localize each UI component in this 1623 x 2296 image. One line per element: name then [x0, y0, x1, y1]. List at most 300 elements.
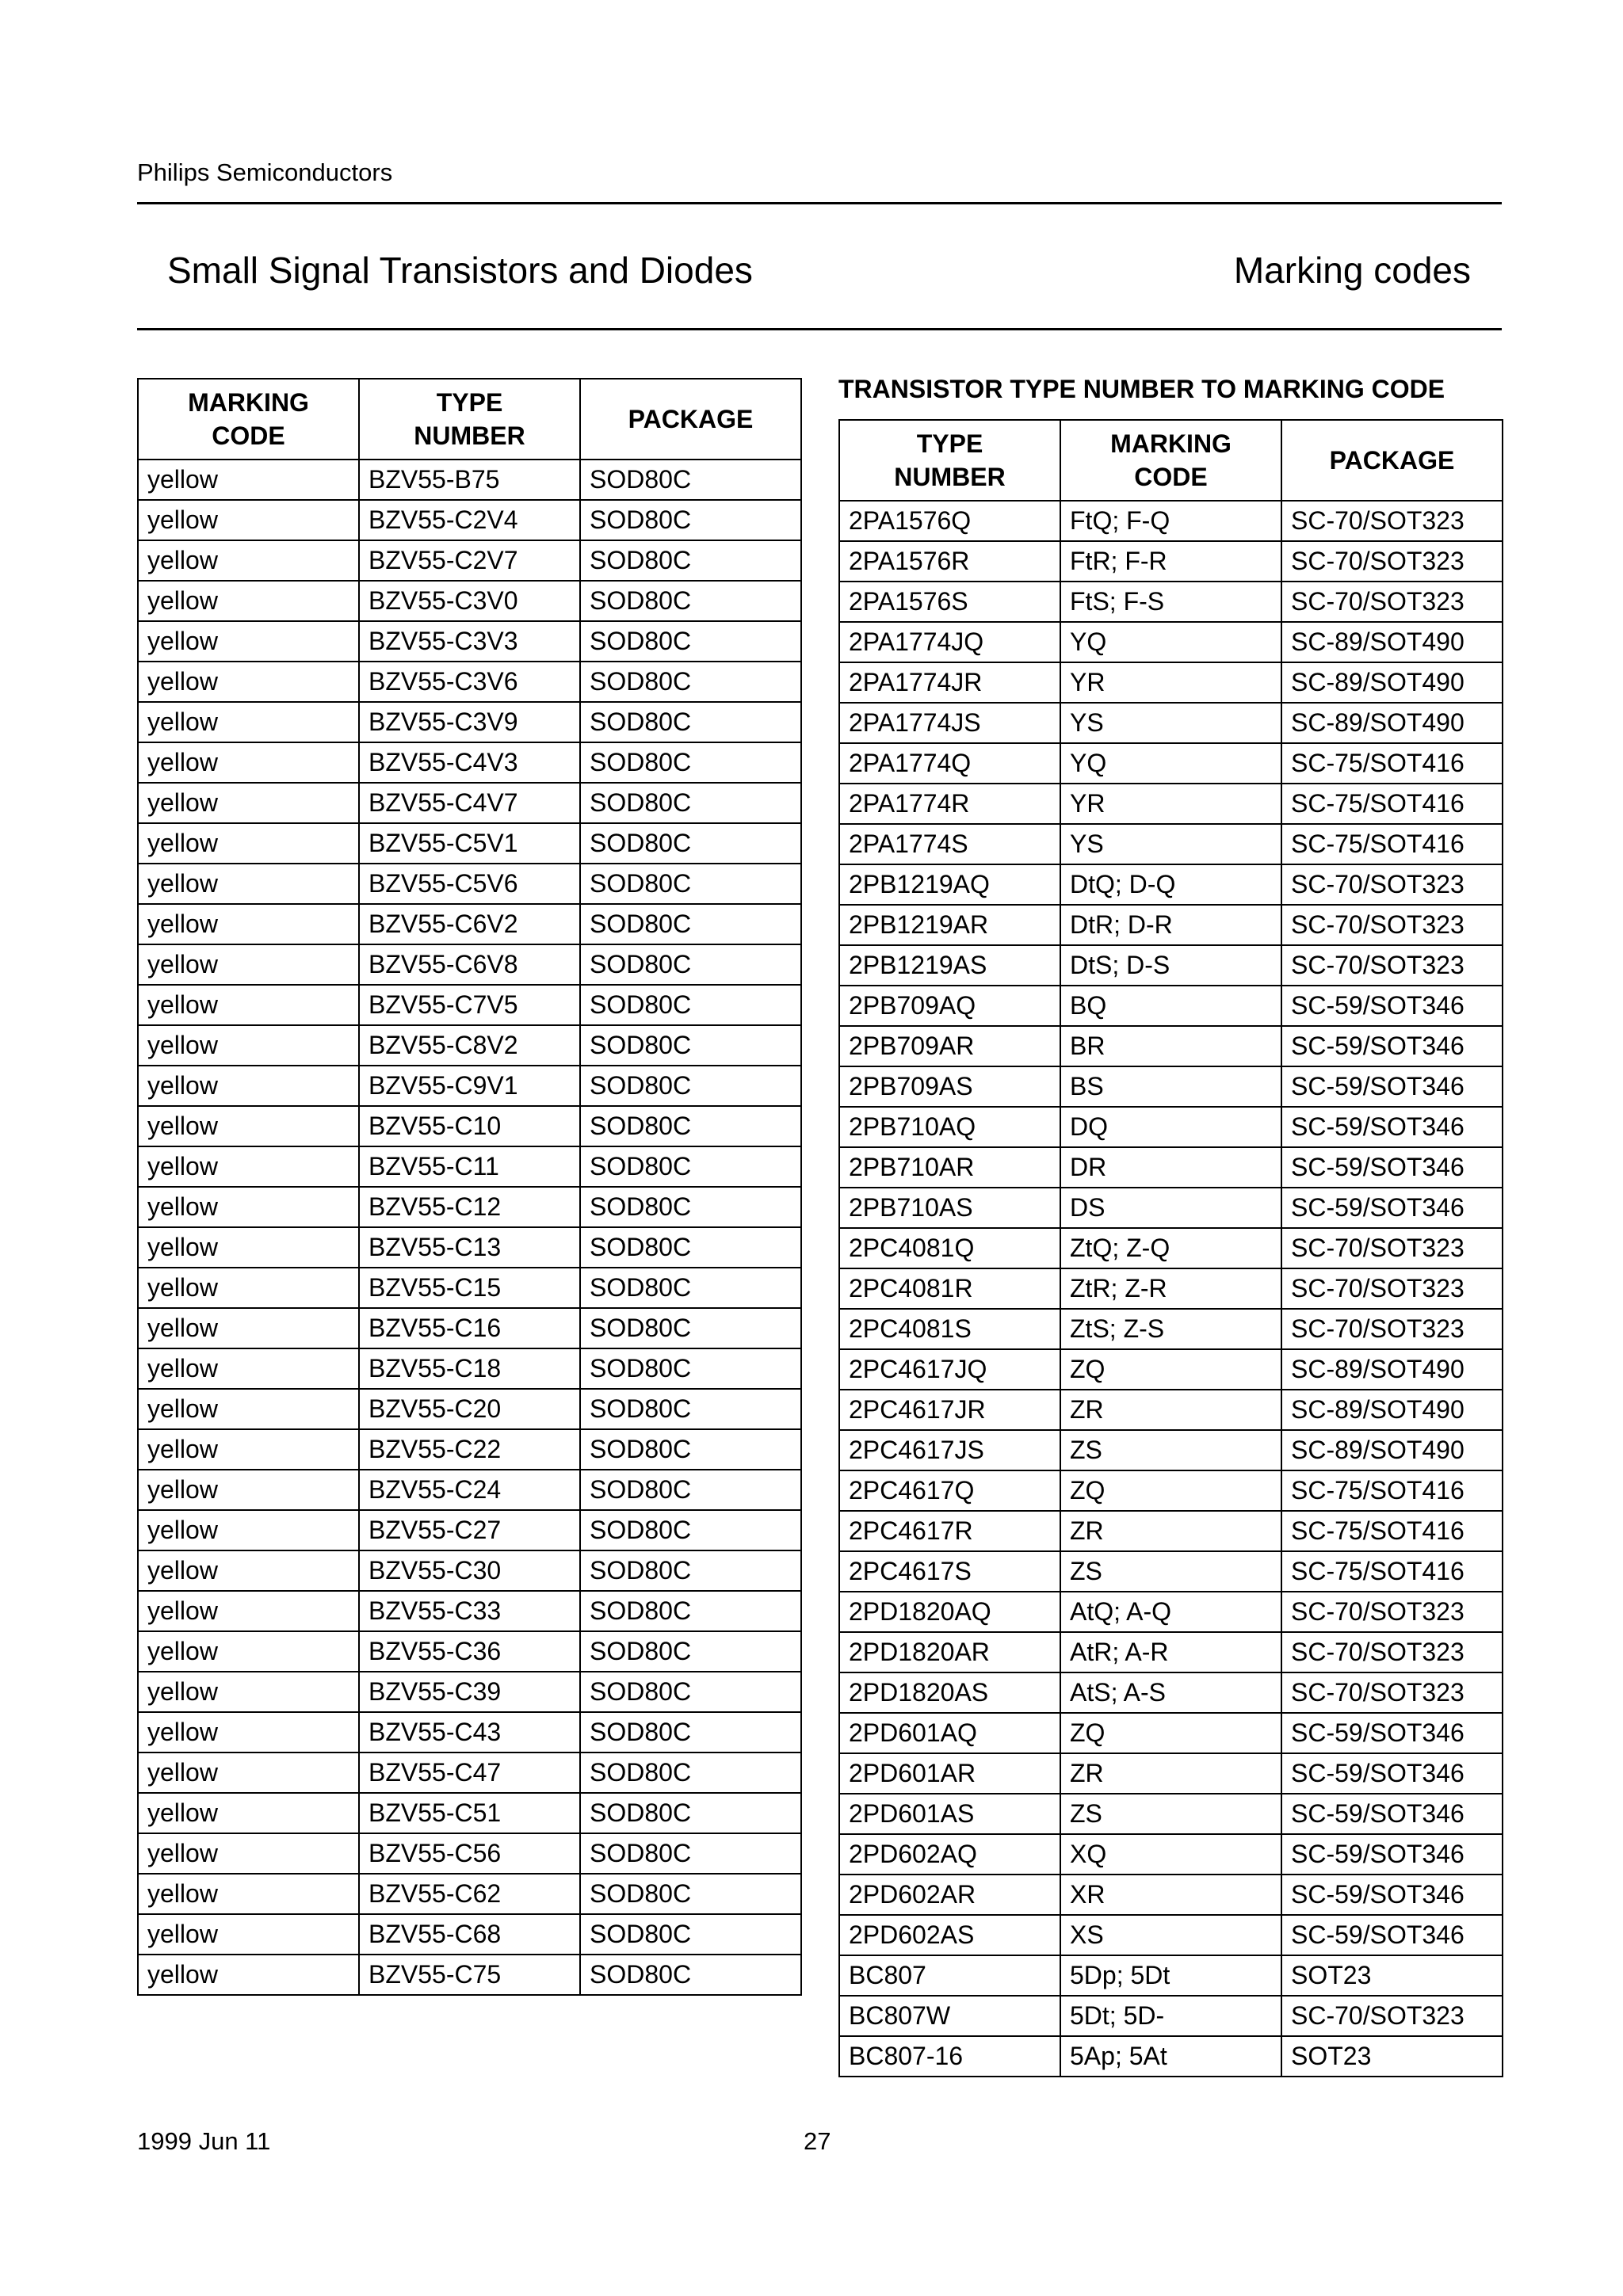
table-cell: yellow: [138, 904, 359, 944]
table-cell: SC-70/SOT323: [1281, 1309, 1503, 1349]
table-row: [839, 1672, 1503, 1713]
table-cell: ZS: [1060, 1551, 1281, 1592]
table-cell: SC-59/SOT346: [1281, 1107, 1503, 1147]
table-row: [839, 1632, 1503, 1672]
table-cell: BZV55-C9V1: [359, 1066, 580, 1106]
table-row: [138, 621, 801, 662]
table-row: [138, 1914, 801, 1955]
table-cell: BZV55-C3V6: [359, 662, 580, 702]
table-cell: BZV55-C6V8: [359, 944, 580, 985]
table-cell: SC-59/SOT346: [1281, 1026, 1503, 1066]
table-row: [839, 541, 1503, 582]
table-cell: SC-59/SOT346: [1281, 1713, 1503, 1753]
table-row: [138, 1268, 801, 1308]
company-name: Philips Semiconductors: [137, 158, 393, 186]
table-cell: SOD80C: [580, 1268, 801, 1308]
table-row: [839, 1309, 1503, 1349]
table-row: [138, 1874, 801, 1914]
table-cell: 2PA1576Q: [839, 501, 1060, 541]
table-row: [839, 1875, 1503, 1915]
table-row: [138, 1389, 801, 1429]
table-cell: 2PB710AR: [839, 1147, 1060, 1188]
table-cell: 2PC4617S: [839, 1551, 1060, 1592]
table-cell: yellow: [138, 702, 359, 742]
table-cell: SOD80C: [580, 1470, 801, 1510]
table-cell: BZV55-C8V2: [359, 1025, 580, 1066]
table-cell: SOD80C: [580, 1712, 801, 1753]
table-row: [839, 1592, 1503, 1632]
table-cell: 2PA1774JQ: [839, 622, 1060, 662]
table-cell: yellow: [138, 581, 359, 621]
table-cell: ZQ: [1060, 1713, 1281, 1753]
table-cell: 2PB709AQ: [839, 986, 1060, 1026]
table-cell: SC-89/SOT490: [1281, 1390, 1503, 1430]
table-row: [138, 702, 801, 742]
table-cell: yellow: [138, 1348, 359, 1389]
table-cell: BZV55-C51: [359, 1793, 580, 1833]
table-cell: AtS; A-S: [1060, 1672, 1281, 1713]
table-cell: BZV55-C12: [359, 1187, 580, 1227]
table-cell: 2PB1219AS: [839, 945, 1060, 986]
table-row: [138, 500, 801, 540]
table-cell: yellow: [138, 1106, 359, 1146]
table-cell: SC-59/SOT346: [1281, 1794, 1503, 1834]
table-cell: ZQ: [1060, 1470, 1281, 1511]
table-cell: BZV55-C10: [359, 1106, 580, 1146]
table-cell: SOD80C: [580, 1146, 801, 1187]
table-cell: BZV55-C27: [359, 1510, 580, 1550]
table-cell: SOD80C: [580, 944, 801, 985]
table-row: [839, 905, 1503, 945]
table-row: [839, 986, 1503, 1026]
table-cell: BZV55-C5V1: [359, 823, 580, 864]
table-cell: BZV55-C11: [359, 1146, 580, 1187]
table-row: [839, 1188, 1503, 1228]
table-cell: 2PB709AR: [839, 1026, 1060, 1066]
table-cell: BZV55-C30: [359, 1550, 580, 1591]
table-cell: BZV55-C2V7: [359, 540, 580, 581]
table-cell: yellow: [138, 1914, 359, 1955]
table-cell: DtQ; D-Q: [1060, 864, 1281, 905]
table-row: [138, 1348, 801, 1389]
table-cell: SC-70/SOT323: [1281, 1268, 1503, 1309]
table-row: [138, 1106, 801, 1146]
table-cell: 2PB709AS: [839, 1066, 1060, 1107]
table-row: [138, 1712, 801, 1753]
table-cell: SC-70/SOT323: [1281, 1672, 1503, 1713]
table-row: [839, 1794, 1503, 1834]
table-cell: yellow: [138, 1429, 359, 1470]
table-cell: 2PD602AQ: [839, 1834, 1060, 1875]
table-cell: SC-70/SOT323: [1281, 864, 1503, 905]
table-row: [839, 1147, 1503, 1188]
table-cell: 2PC4081R: [839, 1268, 1060, 1309]
table-cell: yellow: [138, 823, 359, 864]
table-cell: 2PC4617R: [839, 1511, 1060, 1551]
table-cell: 2PD1820AQ: [839, 1592, 1060, 1632]
table-cell: BZV55-C4V3: [359, 742, 580, 783]
table-cell: yellow: [138, 1672, 359, 1712]
table-cell: SOD80C: [580, 1510, 801, 1550]
table-row: [839, 1470, 1503, 1511]
table-row: [839, 824, 1503, 864]
table-cell: SC-75/SOT416: [1281, 784, 1503, 824]
table-cell: XQ: [1060, 1834, 1281, 1875]
transistor-marking-table: [838, 419, 1503, 2077]
table-cell: ZS: [1060, 1794, 1281, 1834]
table-cell: yellow: [138, 1631, 359, 1672]
table-row: [138, 1672, 801, 1712]
table-cell: SOD80C: [580, 742, 801, 783]
table-cell: SOD80C: [580, 1833, 801, 1874]
table-cell: YS: [1060, 703, 1281, 743]
table-cell: yellow: [138, 1227, 359, 1268]
table-cell: SOD80C: [580, 783, 801, 823]
table-cell: 2PC4081S: [839, 1309, 1060, 1349]
table-cell: 2PC4617JS: [839, 1430, 1060, 1470]
table-row: [138, 662, 801, 702]
table-cell: 2PD602AS: [839, 1915, 1060, 1955]
table-cell: SOD80C: [580, 1914, 801, 1955]
table-cell: BZV55-C18: [359, 1348, 580, 1389]
table-cell: SOD80C: [580, 1429, 801, 1470]
table-cell: BZV55-C56: [359, 1833, 580, 1874]
table-cell: SC-70/SOT323: [1281, 1996, 1503, 2036]
table-cell: BZV55-C3V9: [359, 702, 580, 742]
table-cell: BZV55-C5V6: [359, 864, 580, 904]
table-cell: BZV55-C4V7: [359, 783, 580, 823]
table-cell: BZV55-C24: [359, 1470, 580, 1510]
table-cell: SOD80C: [580, 540, 801, 581]
table-cell: SC-89/SOT490: [1281, 703, 1503, 743]
table-row: [138, 1025, 801, 1066]
table-cell: 2PC4617JQ: [839, 1349, 1060, 1390]
table-cell: BZV55-C15: [359, 1268, 580, 1308]
table-cell: SOD80C: [580, 702, 801, 742]
table-row: [138, 823, 801, 864]
table-cell: BZV55-C36: [359, 1631, 580, 1672]
table-cell: SC-59/SOT346: [1281, 1147, 1503, 1188]
table-cell: SOD80C: [580, 1550, 801, 1591]
table-cell: SC-70/SOT323: [1281, 1632, 1503, 1672]
table-row: [839, 1066, 1503, 1107]
table-cell: 2PB1219AR: [839, 905, 1060, 945]
table-cell: ZQ: [1060, 1349, 1281, 1390]
table-cell: 5Dp; 5Dt: [1060, 1955, 1281, 1996]
table-row: [138, 783, 801, 823]
table-row: [138, 1955, 801, 1995]
table-cell: yellow: [138, 1591, 359, 1631]
transistor-table-heading: TRANSISTOR TYPE NUMBER TO MARKING CODE: [838, 375, 1445, 403]
table-row: [839, 1753, 1503, 1794]
table-cell: yellow: [138, 1187, 359, 1227]
table-cell: yellow: [138, 1874, 359, 1914]
table-row: [138, 1753, 801, 1793]
table-cell: SC-70/SOT323: [1281, 905, 1503, 945]
table-row: [839, 1430, 1503, 1470]
table-row: [138, 1470, 801, 1510]
table-cell: 2PD601AS: [839, 1794, 1060, 1834]
table-cell: DtR; D-R: [1060, 905, 1281, 945]
table-cell: SC-89/SOT490: [1281, 1430, 1503, 1470]
table-cell: SOD80C: [580, 1753, 801, 1793]
table-cell: ZR: [1060, 1390, 1281, 1430]
footer-date: 1999 Jun 11: [137, 2127, 271, 2155]
table-cell: SOD80C: [580, 1308, 801, 1348]
table-row: [138, 1591, 801, 1631]
table-row: [839, 1390, 1503, 1430]
table-cell: SC-70/SOT323: [1281, 541, 1503, 582]
table-cell: BZV55-C3V0: [359, 581, 580, 621]
table-cell: SOD80C: [580, 1631, 801, 1672]
section-title: Marking codes: [1233, 250, 1471, 291]
table-cell: SC-75/SOT416: [1281, 1551, 1503, 1592]
document-title: Small Signal Transistors and Diodes: [167, 250, 753, 291]
table-cell: yellow: [138, 1268, 359, 1308]
table-cell: yellow: [138, 1066, 359, 1106]
table-row: [839, 1026, 1503, 1066]
table-cell: BZV55-C75: [359, 1955, 580, 1995]
table-cell: yellow: [138, 1510, 359, 1550]
table-cell: BZV55-C22: [359, 1429, 580, 1470]
table-cell: BZV55-C39: [359, 1672, 580, 1712]
table-cell: BZV55-C62: [359, 1874, 580, 1914]
table-cell: 2PD1820AR: [839, 1632, 1060, 1672]
table-cell: yellow: [138, 1955, 359, 1995]
table-cell: 5Ap; 5At: [1060, 2036, 1281, 2077]
column-header: PACKAGE: [1281, 420, 1503, 501]
table-cell: 2PC4081Q: [839, 1228, 1060, 1268]
header-rule-top: [137, 202, 1502, 204]
table-cell: SOD80C: [580, 1348, 801, 1389]
table-cell: yellow: [138, 1308, 359, 1348]
table-row: [839, 501, 1503, 541]
table-cell: SC-59/SOT346: [1281, 1834, 1503, 1875]
table-cell: SOD80C: [580, 985, 801, 1025]
table-cell: BZV55-C47: [359, 1753, 580, 1793]
table-cell: 2PD601AQ: [839, 1713, 1060, 1753]
table-cell: BC807W: [839, 1996, 1060, 2036]
table-row: [138, 1066, 801, 1106]
table-row: [138, 1510, 801, 1550]
table-cell: SOD80C: [580, 1106, 801, 1146]
table-cell: yellow: [138, 1712, 359, 1753]
table-cell: SC-70/SOT323: [1281, 1592, 1503, 1632]
table-row: [138, 742, 801, 783]
table-row: [839, 703, 1503, 743]
table-cell: 2PC4617Q: [839, 1470, 1060, 1511]
table-cell: yellow: [138, 662, 359, 702]
column-header: TYPE NUMBER: [839, 420, 1060, 501]
table-cell: XS: [1060, 1915, 1281, 1955]
table-cell: BZV55-C3V3: [359, 621, 580, 662]
table-cell: ZS: [1060, 1430, 1281, 1470]
table-cell: 2PB710AQ: [839, 1107, 1060, 1147]
table-cell: DtS; D-S: [1060, 945, 1281, 986]
table-cell: YQ: [1060, 622, 1281, 662]
table-cell: 2PB710AS: [839, 1188, 1060, 1228]
table-cell: SC-59/SOT346: [1281, 1915, 1503, 1955]
table-cell: DQ: [1060, 1107, 1281, 1147]
table-cell: yellow: [138, 1753, 359, 1793]
table-cell: BZV55-C43: [359, 1712, 580, 1753]
table-row: [138, 581, 801, 621]
table-cell: 2PD601AR: [839, 1753, 1060, 1794]
table-cell: DS: [1060, 1188, 1281, 1228]
table-row: [138, 904, 801, 944]
table-cell: AtR; A-R: [1060, 1632, 1281, 1672]
table-cell: BZV55-C16: [359, 1308, 580, 1348]
table-cell: yellow: [138, 1793, 359, 1833]
table-row: [839, 1996, 1503, 2036]
table-cell: yellow: [138, 1146, 359, 1187]
table-cell: BZV55-C68: [359, 1914, 580, 1955]
table-cell: BZV55-C6V2: [359, 904, 580, 944]
table-cell: SC-75/SOT416: [1281, 824, 1503, 864]
table-row: [839, 622, 1503, 662]
table-row: [839, 1107, 1503, 1147]
table-cell: BZV55-C20: [359, 1389, 580, 1429]
table-cell: SC-89/SOT490: [1281, 662, 1503, 703]
table-cell: SOD80C: [580, 864, 801, 904]
table-cell: yellow: [138, 500, 359, 540]
table-cell: YR: [1060, 662, 1281, 703]
table-row: [138, 864, 801, 904]
table-cell: 2PA1576S: [839, 582, 1060, 622]
table-cell: BS: [1060, 1066, 1281, 1107]
table-row: [839, 1511, 1503, 1551]
table-cell: SOD80C: [580, 1591, 801, 1631]
table-row: [839, 1551, 1503, 1592]
table-row: [138, 1308, 801, 1348]
table-cell: XR: [1060, 1875, 1281, 1915]
table-row: [839, 1915, 1503, 1955]
table-row: [138, 1429, 801, 1470]
table-cell: 2PC4617JR: [839, 1390, 1060, 1430]
table-cell: SC-59/SOT346: [1281, 1188, 1503, 1228]
table-cell: SOD80C: [580, 1025, 801, 1066]
table-cell: SC-59/SOT346: [1281, 1066, 1503, 1107]
table-cell: yellow: [138, 783, 359, 823]
table-cell: DR: [1060, 1147, 1281, 1188]
table-cell: BR: [1060, 1026, 1281, 1066]
column-header: PACKAGE: [580, 379, 801, 460]
table-cell: BZV55-B75: [359, 460, 580, 500]
table-cell: SC-70/SOT323: [1281, 501, 1503, 541]
table-row: [138, 1187, 801, 1227]
table-cell: SC-59/SOT346: [1281, 1753, 1503, 1794]
table-cell: SC-75/SOT416: [1281, 1511, 1503, 1551]
table-row: [839, 1713, 1503, 1753]
table-cell: SOD80C: [580, 1066, 801, 1106]
table-cell: yellow: [138, 864, 359, 904]
table-cell: SOD80C: [580, 1793, 801, 1833]
table-row: [138, 1146, 801, 1187]
table-cell: FtS; F-S: [1060, 582, 1281, 622]
diode-marking-table: [137, 378, 802, 1996]
table-cell: yellow: [138, 1470, 359, 1510]
table-cell: ZR: [1060, 1511, 1281, 1551]
table-row: [138, 985, 801, 1025]
table-cell: yellow: [138, 1389, 359, 1429]
table-cell: SOD80C: [580, 581, 801, 621]
page-number: 27: [804, 2127, 831, 2155]
table-cell: SOD80C: [580, 500, 801, 540]
table-cell: BC807-16: [839, 2036, 1060, 2077]
table-cell: SC-59/SOT346: [1281, 986, 1503, 1026]
table-cell: BZV55-C7V5: [359, 985, 580, 1025]
table-cell: yellow: [138, 1833, 359, 1874]
table-cell: SC-75/SOT416: [1281, 1470, 1503, 1511]
table-row: [839, 945, 1503, 986]
table-row: [839, 864, 1503, 905]
table-row: [839, 1228, 1503, 1268]
table-cell: yellow: [138, 985, 359, 1025]
table-cell: SOD80C: [580, 1874, 801, 1914]
table-cell: SOD80C: [580, 1187, 801, 1227]
table-row: [839, 2036, 1503, 2077]
table-row: [839, 1349, 1503, 1390]
column-header: MARKING CODE: [138, 379, 359, 460]
table-cell: yellow: [138, 1025, 359, 1066]
table-cell: ZtS; Z-S: [1060, 1309, 1281, 1349]
table-cell: YQ: [1060, 743, 1281, 784]
table-cell: yellow: [138, 1550, 359, 1591]
column-header: TYPE NUMBER: [359, 379, 580, 460]
table-cell: BZV55-C13: [359, 1227, 580, 1268]
table-cell: BZV55-C2V4: [359, 500, 580, 540]
table-cell: yellow: [138, 944, 359, 985]
table-row: [138, 1833, 801, 1874]
table-cell: SOT23: [1281, 1955, 1503, 1996]
table-row: [138, 1550, 801, 1591]
table-cell: 2PB1219AQ: [839, 864, 1060, 905]
table-cell: SOD80C: [580, 460, 801, 500]
table-cell: SOD80C: [580, 1672, 801, 1712]
table-cell: SOT23: [1281, 2036, 1503, 2077]
table-cell: YS: [1060, 824, 1281, 864]
table-cell: yellow: [138, 540, 359, 581]
table-cell: 2PA1774Q: [839, 743, 1060, 784]
table-cell: yellow: [138, 460, 359, 500]
table-row: [839, 582, 1503, 622]
table-cell: SOD80C: [580, 904, 801, 944]
table-row: [839, 743, 1503, 784]
table-cell: FtR; F-R: [1060, 541, 1281, 582]
table-cell: SC-70/SOT323: [1281, 945, 1503, 986]
table-row: [839, 1955, 1503, 1996]
table-cell: 2PA1774R: [839, 784, 1060, 824]
table-cell: BQ: [1060, 986, 1281, 1026]
table-cell: SC-70/SOT323: [1281, 1228, 1503, 1268]
table-cell: SC-89/SOT490: [1281, 622, 1503, 662]
table-cell: yellow: [138, 621, 359, 662]
table-cell: SOD80C: [580, 1955, 801, 1995]
table-cell: FtQ; F-Q: [1060, 501, 1281, 541]
table-cell: 2PD602AR: [839, 1875, 1060, 1915]
table-cell: SC-70/SOT323: [1281, 582, 1503, 622]
table-cell: 2PA1774JS: [839, 703, 1060, 743]
table-cell: SOD80C: [580, 662, 801, 702]
table-cell: BZV55-C33: [359, 1591, 580, 1631]
header-rule-bottom: [137, 328, 1502, 330]
table-cell: SC-75/SOT416: [1281, 743, 1503, 784]
table-row: [138, 1227, 801, 1268]
table-cell: ZtQ; Z-Q: [1060, 1228, 1281, 1268]
table-row: [839, 1834, 1503, 1875]
table-cell: 2PA1774S: [839, 824, 1060, 864]
table-cell: 5Dt; 5D-: [1060, 1996, 1281, 2036]
